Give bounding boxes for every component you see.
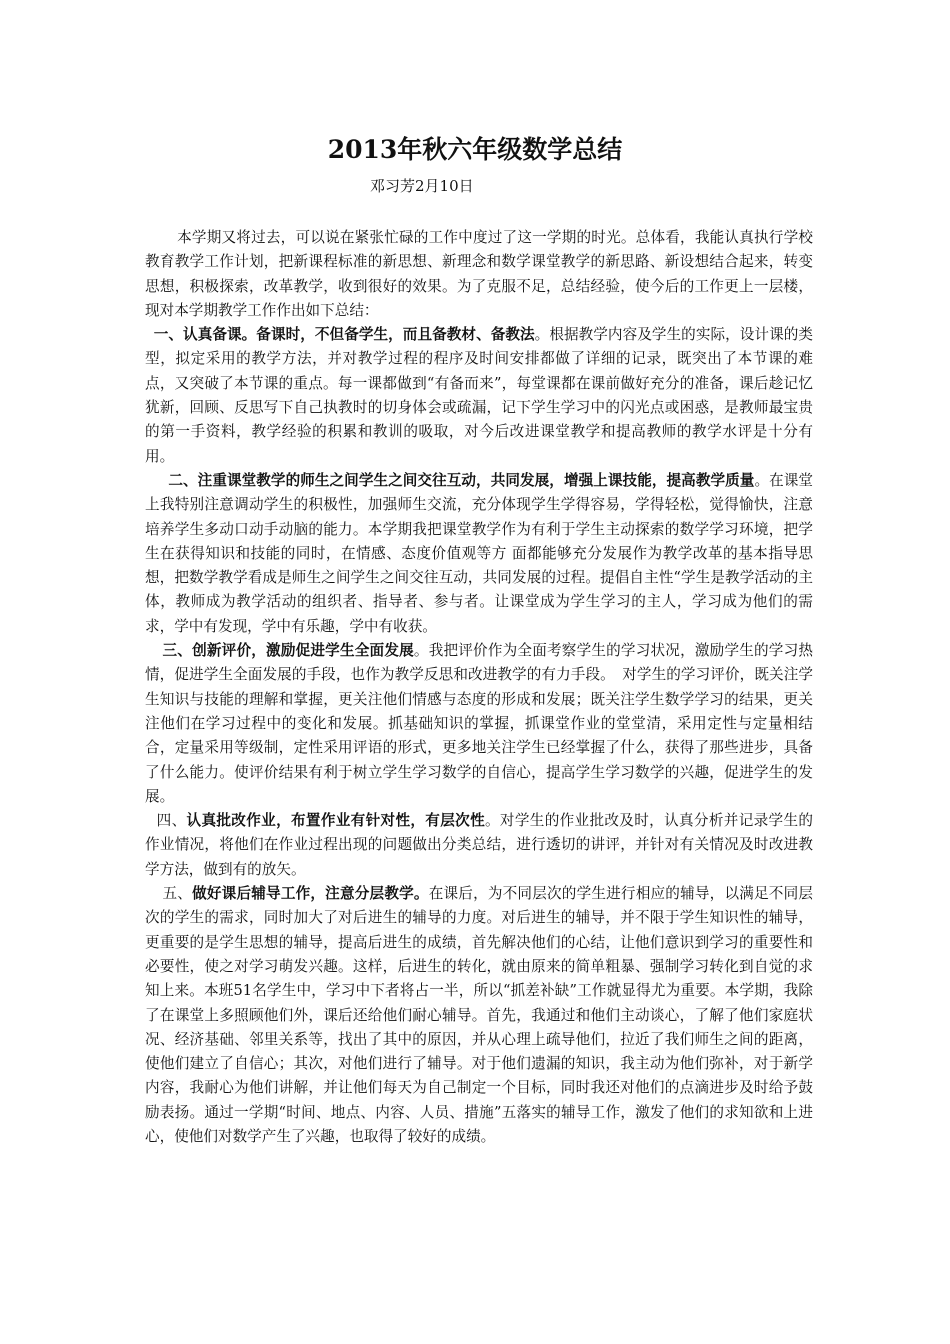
section-heading-2: 二、注重课堂教学的师生之间学生之间交往互动，共同发展，增强上课技能，提高教学质量 — [168, 471, 755, 489]
author-date-line: 邓习芳2月10日 — [370, 177, 474, 195]
section-body-3: 。我把评价作为全面考察学生的学习状况，激励学生的学习热情，促进学生全面发展的手段，也作为教学反思和改进教学的有力手段。 对学生的学习评价，既关注学生知识与技能的理解和掌握，更关注他们情感与态度的形成和发展；既关注学生数学学习的结果，更关注他们在学习过程中的变化和发展。抓基础知识的掌握，抓课堂作业的堂堂清，采用定性与定量相结合，定量采用等级制，定性采用评语的形式，更多地关注学生已经掌握了什么，获得了那些进步，具备了什么能力。使评价结果有利于树立学生学习数学的自信心，提高学生学习数学的兴趣，促进学生的发展。 — [145, 642, 813, 805]
section-paragraph-1 — [145, 323, 813, 469]
section-heading-3: 三、创新评价，激励促进学生全面发展 — [162, 642, 414, 660]
section-number-5: 五、 — [162, 885, 193, 903]
section-body-4: 。对学生的作业批改及时，认真分析并记录学生的作业情况，将他们在作业过程出现的问题做出分类总结，进行透切的讲评，并针对有关情况及时改进教学方法，做到有的放矢。 — [145, 812, 813, 878]
section-number-4: 四、 — [156, 812, 187, 830]
section-body-5: 在课后，为不同层次的学生进行相应的辅导，以满足不同层次的学生的需求，同时加大了对后进生的辅导的力度。对后进生的辅导，并不限于学生知识性的辅导，更重要的是学生思想的辅导，提高后进生的成绩，首先解决他们的心结，让他们意识到学习的重要性和必要性，使之对学习萌发兴趣。这样，后进生的转化，就由原来的简单粗暴、强制学习转化到自觉的求知上来。本班51名学生中，学习中下者将占一半，所以“抓差补缺”工作就显得尤为重要。本学期，我除了在课堂上多照顾他们外，课后还给他们耐心辅导。首先，我通过和他们主动谈心，了解了他们家庭状况、经济基础、邻里关系等，找出了其中的原因，并从心理上疏导他们，拉近了我们师生之间的距离，使他们建立了自信心；其次，对他们进行了辅导。对于他们遗漏的知识，我主动为他们弥补，对于新学内容，我耐心为他们讲解，并让他们每天为自己制定一个目标，同时我还对他们的点滴进步及时给予鼓励表扬。通过一学期“时间、地点、内容、人员、措施”五落实的辅导工作，激发了他们的求知欲和上进心，使他们对数学产生了兴趣，也取得了较好的成绩。 — [145, 885, 813, 1145]
section-paragraph-4 — [145, 809, 813, 882]
section-body-2: 。在课堂上我特别注意调动学生的积极性，加强师生交流，充分体现学生学得容易，学得轻松，觉得愉快，注意培养学生多动口动手动脑的能力。本学期我把课堂教学作为有利于学生主动探索的数学学习环境，把学生在获得知识和技能的同时，在情感、态度价值观等方 面都能够充分发展作为教学改革的基本指导思想，把数学教学看成是师生之间学生之间交往互动，共同发展的过程。提倡自主性“学生是教学活动的主体，教师成为教学活动的组织者、指导者、参与者。让课堂成为学生学习的主人，学习成为他们的需求，学中有发现，学中有乐趣，学中有收获。 — [145, 471, 813, 635]
document-body — [145, 226, 813, 1149]
document-title: 2013年秋六年级数学总结 — [327, 135, 623, 164]
section-paragraph-5 — [145, 882, 813, 1149]
section-paragraph-2 — [145, 469, 813, 639]
section-paragraph-3 — [145, 639, 813, 809]
section-heading-1: 一、认真备课。备课时，不但备学生，而且备教材、备教法 — [153, 326, 535, 344]
intro-paragraph: 本学期又将过去，可以说在紧张忙碌的工作中度过了这一学期的时光。总体看，我能认真执行学校教育教学工作计划，把新课程标准的新思想、新理念和数学课堂教学的新思路、新设想结合起来，转变思想，积极探索，改革教学，收到很好的效果。为了克服不足，总结经验，使今后的工作更上一层楼，现对本学期教学工作作出如下总结： — [145, 229, 813, 319]
section-body-1: 。根据教学内容及学生的实际，设计课的类型，拟定采用的教学方法，并对教学过程的程序及时间安排都做了详细的记录，既突出了本节课的难点，又突破了本节课的重点。每一课都做到“有备而来”，每堂课都在课前做好充分的准备，课后趁记忆犹新，回顾、反思写下自己执教时的切身体会或疏漏，记下学生学习中的闪光点或困惑，是教师最宝贵的第一手资料，教学经验的积累和教训的吸取，对今后改进课堂教学和提高教师的教学水评是十分有用。 — [145, 326, 813, 465]
section-heading-4: 认真批改作业，布置作业有针对性，有层次性 — [186, 812, 485, 830]
section-heading-5: 做好课后辅导工作，注意分层教学。 — [192, 885, 429, 903]
